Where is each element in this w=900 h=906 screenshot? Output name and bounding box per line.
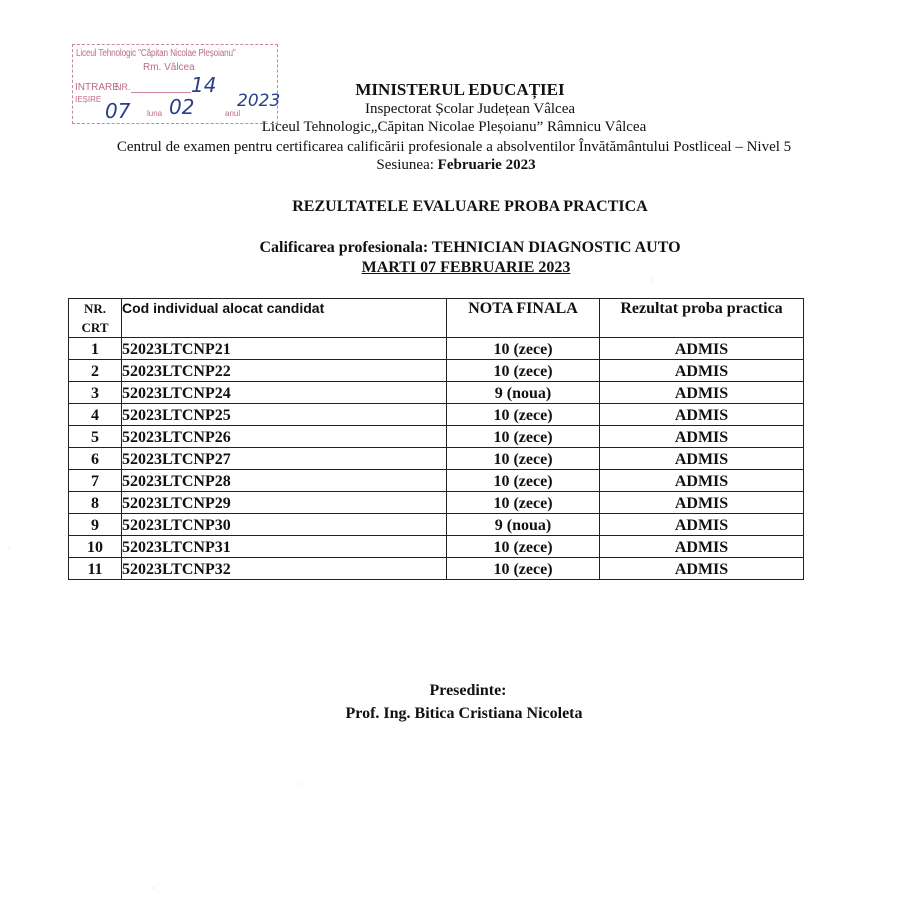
cell-nota: 10 (zece) bbox=[447, 558, 600, 580]
cell-cod: 52023LTCNP24 bbox=[122, 382, 447, 404]
table-row bbox=[69, 492, 804, 514]
cell-nr: 8 bbox=[69, 492, 122, 514]
scan-speck: · bbox=[300, 780, 303, 789]
session-line bbox=[6, 157, 900, 174]
table-row bbox=[69, 338, 804, 360]
scan-speck: · bbox=[650, 276, 653, 285]
cell-nr: 4 bbox=[69, 404, 122, 426]
header-rezultat: Rezultat proba practica bbox=[600, 299, 804, 338]
cell-cod: 52023LTCNP22 bbox=[122, 360, 447, 382]
table-row bbox=[69, 426, 804, 448]
cell-rezultat: ADMIS bbox=[600, 470, 804, 492]
cell-cod: 52023LTCNP31 bbox=[122, 536, 447, 558]
signature-role: Presedinte: bbox=[429, 682, 507, 699]
cell-nr: 6 bbox=[69, 448, 122, 470]
cell-cod: 52023LTCNP29 bbox=[122, 492, 447, 514]
cell-rezultat: ADMIS bbox=[600, 514, 804, 536]
cell-nr: 11 bbox=[69, 558, 122, 580]
cell-nota: 10 (zece) bbox=[447, 492, 600, 514]
cell-rezultat: ADMIS bbox=[600, 536, 804, 558]
header-nr-line2: CRT bbox=[81, 320, 109, 335]
table-row bbox=[69, 360, 804, 382]
cell-rezultat: ADMIS bbox=[600, 360, 804, 382]
cell-rezultat: ADMIS bbox=[600, 558, 804, 580]
cell-nota: 10 (zece) bbox=[447, 404, 600, 426]
cell-cod: 52023LTCNP25 bbox=[122, 404, 447, 426]
header-nota: NOTA FINALA bbox=[447, 299, 600, 338]
document-title: REZULTATELE EVALUARE PROBA PRACTICA bbox=[292, 198, 648, 215]
header-nr-line1: NR. bbox=[83, 301, 107, 316]
stamp-iesire: IEȘIRE bbox=[75, 95, 102, 104]
stamp-nr-value: 14 bbox=[191, 73, 217, 97]
cell-nr: 5 bbox=[69, 426, 122, 448]
cell-nota: 9 (noua) bbox=[447, 382, 600, 404]
cell-rezultat: ADMIS bbox=[600, 492, 804, 514]
cell-nr: 9 bbox=[69, 514, 122, 536]
table-row bbox=[69, 558, 804, 580]
cell-nota: 9 (noua) bbox=[447, 514, 600, 536]
cell-rezultat: ADMIS bbox=[600, 426, 804, 448]
cell-nota: 10 (zece) bbox=[447, 338, 600, 360]
cell-nr: 3 bbox=[69, 382, 122, 404]
cell-rezultat: ADMIS bbox=[600, 382, 804, 404]
stamp-luna-label: luna bbox=[147, 109, 163, 118]
signature-name: Prof. Ing. Bitica Cristiana Nicoleta bbox=[345, 705, 583, 722]
cell-rezultat: ADMIS bbox=[600, 404, 804, 426]
table-row bbox=[69, 514, 804, 536]
stamp-institution: Liceul Tehnologic "Căpitan Nicolae Pleșoianu" bbox=[76, 48, 236, 59]
header-nr-crt bbox=[69, 299, 122, 338]
ministry-heading: MINISTERUL EDUCAȚIEI bbox=[355, 80, 565, 99]
exam-center-line: Centrul de examen pentru certificarea calificării profesionale a absolventilor Învătământului Postliceal – Nivel 5 bbox=[116, 139, 792, 155]
cell-rezultat: ADMIS bbox=[600, 338, 804, 360]
table-row bbox=[69, 448, 804, 470]
exam-date: MARTI 07 FEBRUARIE 2023 bbox=[361, 259, 571, 276]
stamp-anul-label: anul bbox=[225, 109, 241, 118]
stamp-city: Rm. Vâlcea bbox=[143, 62, 195, 73]
table-header-row bbox=[69, 299, 804, 338]
cell-cod: 52023LTCNP26 bbox=[122, 426, 447, 448]
cell-cod: 52023LTCNP32 bbox=[122, 558, 447, 580]
school-line: Liceul Tehnologic„Căpitan Nicolae Pleșoianu” Râmnicu Vâlcea bbox=[261, 119, 647, 135]
stamp-luna-value: 02 bbox=[169, 95, 195, 119]
cell-nr: 10 bbox=[69, 536, 122, 558]
cell-nr: 7 bbox=[69, 470, 122, 492]
cell-cod: 52023LTCNP27 bbox=[122, 448, 447, 470]
stamp-anul-value: 2023 bbox=[237, 91, 281, 111]
cell-nota: 10 (zece) bbox=[447, 470, 600, 492]
cell-cod: 52023LTCNP21 bbox=[122, 338, 447, 360]
cell-nota: 10 (zece) bbox=[447, 536, 600, 558]
table-row bbox=[69, 382, 804, 404]
scan-speck: · bbox=[152, 884, 155, 893]
cell-cod: 52023LTCNP30 bbox=[122, 514, 447, 536]
qualification-line: Calificarea profesionala: TEHNICIAN DIAGNOSTIC AUTO bbox=[259, 239, 681, 256]
cell-rezultat: ADMIS bbox=[600, 448, 804, 470]
cell-cod: 52023LTCNP28 bbox=[122, 470, 447, 492]
cell-nota: 10 (zece) bbox=[447, 448, 600, 470]
session-label: Sesiunea: bbox=[376, 157, 438, 173]
table-row bbox=[69, 404, 804, 426]
table-row bbox=[69, 470, 804, 492]
cell-nota: 10 (zece) bbox=[447, 360, 600, 382]
stamp-intrare: INTRARE bbox=[75, 82, 119, 93]
stamp-nr-label: NR. bbox=[115, 82, 131, 92]
header-cod: Cod individual alocat candidat bbox=[122, 299, 447, 338]
inspectorate-line: Inspectorat Școlar Județean Vâlcea bbox=[364, 101, 576, 117]
cell-nr: 1 bbox=[69, 338, 122, 360]
results-table bbox=[68, 298, 804, 580]
table-row bbox=[69, 536, 804, 558]
cell-nr: 2 bbox=[69, 360, 122, 382]
cell-nota: 10 (zece) bbox=[447, 426, 600, 448]
scan-speck: · bbox=[8, 544, 11, 553]
session-value: Februarie 2023 bbox=[437, 157, 536, 173]
stamp-ziua-value: 07 bbox=[105, 99, 131, 123]
